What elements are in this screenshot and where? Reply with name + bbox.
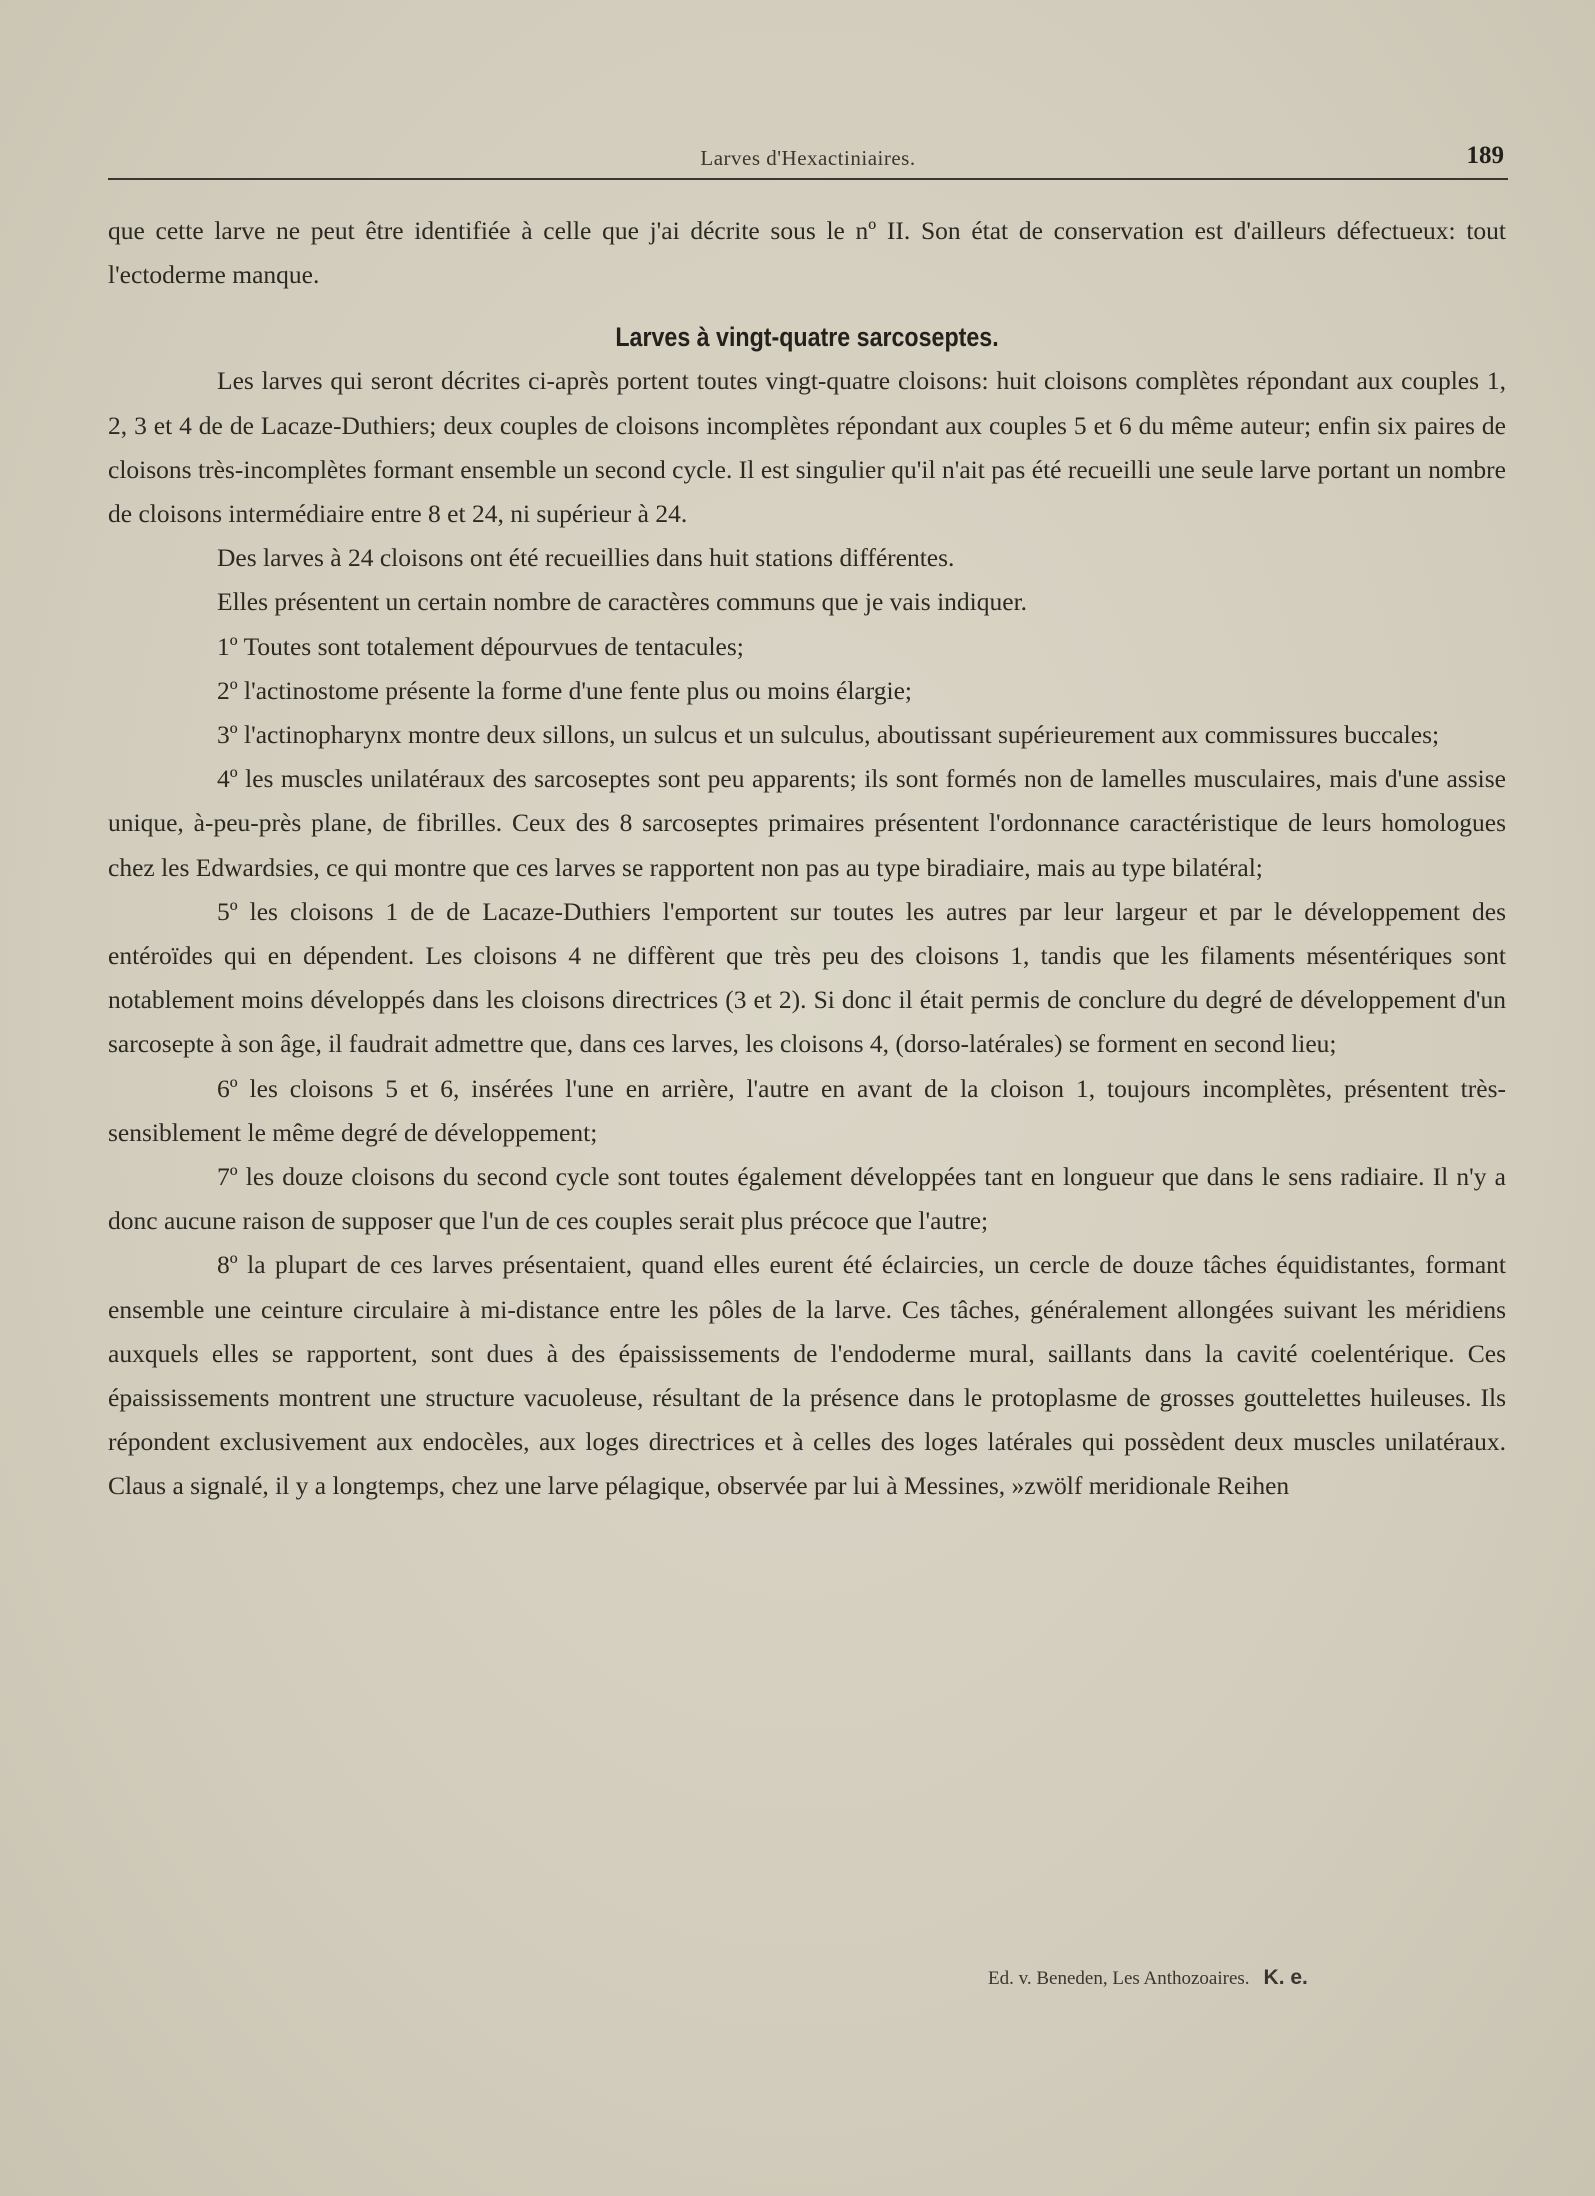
section-title: Larves à vingt-quatre sarcoseptes. [615,322,999,353]
paragraph-stations: Des larves à 24 cloisons ont été recueillies dans huit stations différentes. [217,543,955,573]
paragraph-item-3: 3º l'actinopharynx montre deux sillons, un sulcus et un sulculus, aboutissant supérieurement aux commissures buccales; [217,720,1440,750]
footer-signature [988,1966,1308,1990]
page-number: 189 [1466,142,1504,169]
paragraph-item-7: 7º les douze cloisons du second cycle sont toutes également développées tant en longueur que dans le sens radiaire. Il n'y a donc aucune raison de supposer que l'un de ces couples serait plus précoce que l'autre; [108,1162,1506,1236]
opening-paragraph: que cette larve ne peut être identifiée à celle que j'ai décrite sous le nº II. Son état de conservation est d'ailleurs défectueux: tout l'ectoderme manque. [108,216,1506,290]
body-text [108,209,1506,1509]
signature-mark: K. e. [1263,1966,1308,1989]
paragraph-item-5: 5º les cloisons 1 de de Lacaze-Duthiers l'emportent sur toutes les autres par leur largeur et par le développement des entéroïdes qui en dépendent. Les cloisons 4 ne diffèrent que très peu des cloisons 1, tandis que les filaments mésentériques sont notablement moins développés dans les cloisons directrices (3 et 2). Si donc il était permis de conclure du degré de développement d'un sarcosepte à son âge, il faudrait admettre que, dans ces larves, les cloisons 4, (dorso-latérales) se forment en second lieu; [108,896,1506,1059]
paragraph-characters: Elles présentent un certain nombre de caractères communs que je vais indiquer. [217,587,1028,617]
signature-text: Ed. v. Beneden, Les Anthozoaires. [988,1968,1250,1989]
paragraph-item-2: 2º l'actinostome présente la forme d'une fente plus ou moins élargie; [217,675,913,705]
paragraph-item-4: 4º les muscles unilatéraux des sarcoseptes sont peu apparents; ils sont formés non de lamelles musculaires, mais d'une assise unique, à-peu-près plane, de fibrilles. Ceux des 8 sarcoseptes primaires présentent l'ordonnance caractéristique de leurs homologues chez les Edwardsies, ce qui montre que ces larves se rapportent non pas au type biradiaire, mais au type bilatéral; [108,764,1506,882]
paragraph-item-8: 8º la plupart de ces larves présentaient, quand elles eurent été éclaircies, un cercle de douze tâches équidistantes, formant ensemble une ceinture circulaire à mi-distance entre les pôles de la larve. Ces tâches, généralement allongées suivant les méridiens auxquels elles se rapportent, sont dues à des épaississements de l'endoderme mural, saillants dans la cavité coelentérique. Ces épaississements montrent une structure vacuoleuse, résultant de la présence dans le protoplasme de grosses gouttelettes huileuses. Ils répondent exclusivement aux endocèles, aux loges directrices et à celles des loges latérales qui possèdent deux muscles unilatéraux. Claus a signalé, il y a longtemps, chez une larve pélagique, observée par lui à Messines, »zwölf meridionale Reihen [108,1250,1506,1501]
running-head: Larves d'Hexactiniaires. [700,146,916,170]
page-header [108,142,1508,180]
paragraph-item-1: 1º Toutes sont totalement dépourvues de tentacules; [217,631,744,661]
paragraph-item-6: 6º les cloisons 5 et 6, insérées l'une en arrière, l'autre en avant de la cloison 1, toujours incomplètes, présentent très-sensiblement le même degré de développement; [108,1073,1506,1147]
paragraph-intro: Les larves qui seront décrites ci-après portent toutes vingt-quatre cloisons: huit cloisons complètes répondant aux couples 1, 2, 3 et 4 de de Lacaze-Duthiers; deux couples de cloisons incomplètes répondant aux couples 5 et 6 du même auteur; enfin six paires de cloisons très-incomplètes formant ensemble un second cycle. Il est singulier qu'il n'ait pas été recueilli une seule larve portant un nombre de cloisons intermédiaire entre 8 et 24, ni supérieur à 24. [108,366,1506,529]
